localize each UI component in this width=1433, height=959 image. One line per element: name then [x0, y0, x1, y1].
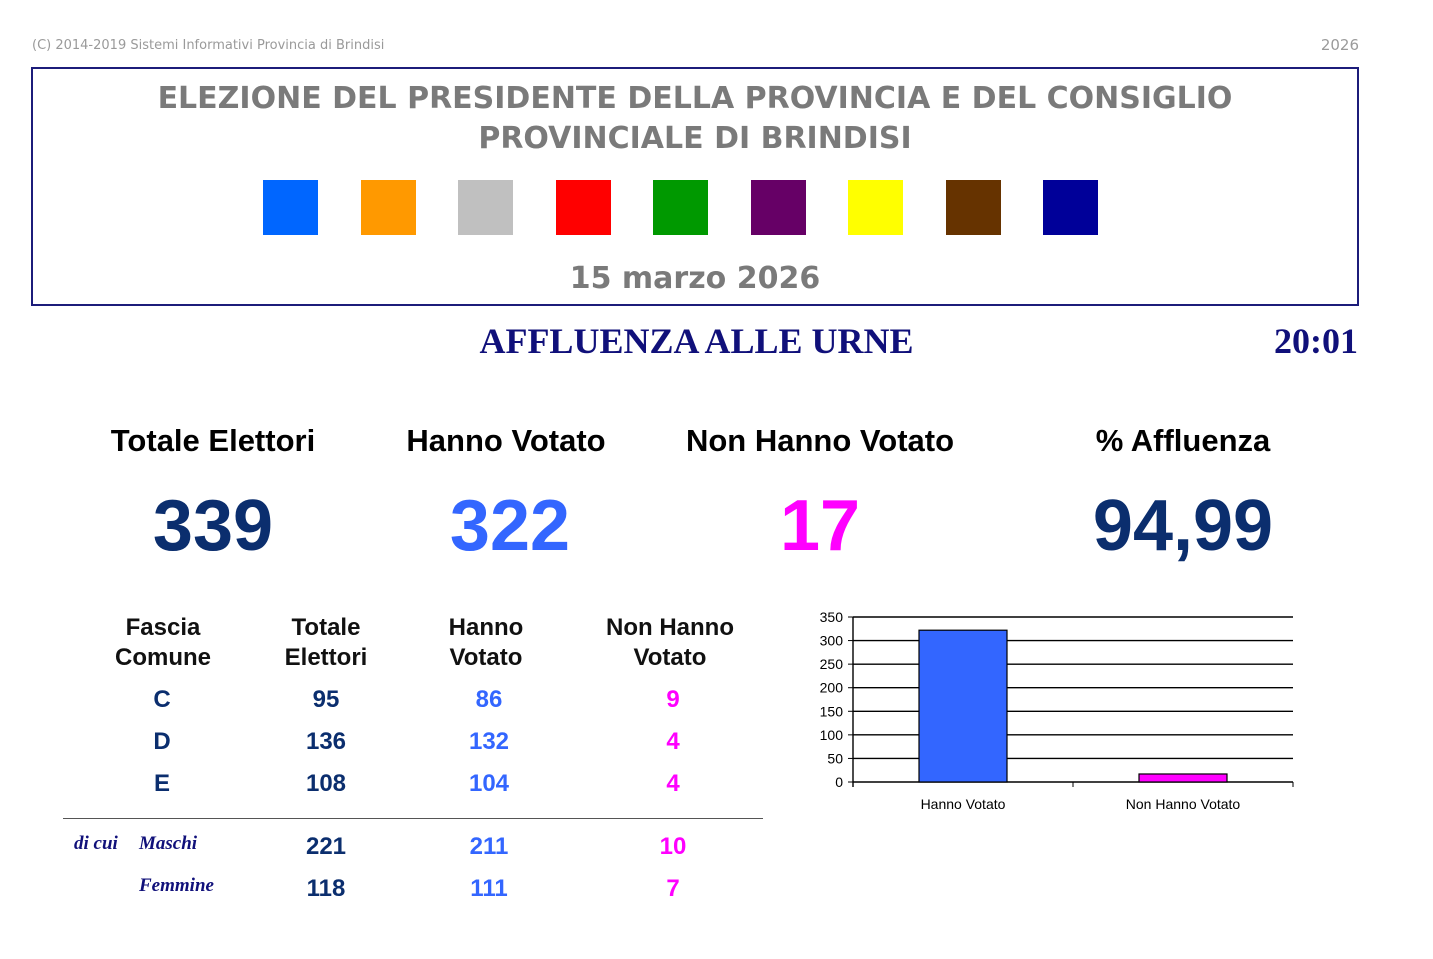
header-fascia-line1: Fascia: [125, 614, 201, 641]
header-votato-line2: Votato: [449, 644, 523, 671]
row-non-votato: 4: [666, 728, 680, 755]
maschi-label: Maschi: [139, 833, 198, 854]
header-totale-line1: Totale: [291, 614, 361, 641]
row-non-votato: 9: [666, 686, 680, 713]
row-non-votato: 4: [666, 770, 680, 797]
row-fascia: E: [153, 770, 170, 797]
y-tick-label: 0: [835, 774, 843, 790]
x-tick-label: Hanno Votato: [920, 796, 1006, 812]
election-title-line1: ELEZIONE DEL PRESIDENTE DELLA PROVINCIA E DEL CONSIGLIO: [157, 81, 1233, 116]
header-fascia-line2: Comune: [115, 644, 211, 671]
row-totale: 136: [305, 728, 347, 755]
femmine-non-votato: 7: [666, 875, 680, 902]
row-votato: 132: [468, 728, 510, 755]
di-cui-label: di cui: [74, 833, 118, 854]
copyright-text: (C) 2014-2019 Sistemi Informativi Provincia di Brindisi: [32, 38, 385, 53]
femmine-label: Femmine: [139, 875, 214, 896]
election-date: 15 marzo 2026: [569, 261, 821, 296]
row-fascia: C: [153, 686, 171, 713]
maschi-totale: 221: [305, 833, 347, 860]
y-tick-label: 100: [819, 726, 843, 743]
header-non-votato-line2: Votato: [633, 644, 707, 671]
update-time: 20:01: [1274, 321, 1358, 361]
row-votato: 86: [475, 686, 503, 713]
bar: [919, 630, 1007, 782]
maschi-votato: 211: [469, 833, 509, 860]
header-votato-line1: Hanno: [448, 614, 524, 641]
header-totale-line2: Elettori: [284, 644, 368, 671]
femmine-totale: 118: [306, 875, 346, 902]
x-tick-label: Non Hanno Votato: [1125, 796, 1241, 812]
hanno-votato-label: Hanno Votato: [406, 423, 606, 458]
totale-elettori-value: 339: [152, 486, 274, 566]
row-totale: 108: [305, 770, 347, 797]
non-hanno-votato-value: 17: [779, 486, 861, 566]
y-tick-label: 250: [819, 656, 843, 673]
y-tick-label: 200: [819, 679, 843, 696]
femmine-votato: 111: [470, 875, 508, 902]
row-votato: 104: [468, 770, 510, 797]
non-hanno-votato-label: Non Hanno Votato: [685, 423, 955, 458]
row-totale: 95: [312, 686, 340, 713]
affluenza-heading: AFFLUENZA ALLE URNE: [479, 321, 914, 361]
election-title-line2: PROVINCIALE DI BRINDISI: [478, 121, 912, 156]
row-fascia: D: [153, 728, 171, 755]
bar: [1139, 774, 1227, 782]
year-label: 2026: [1320, 36, 1359, 54]
y-tick-label: 350: [819, 609, 843, 625]
y-tick-label: 150: [819, 703, 843, 720]
y-tick-label: 50: [827, 750, 843, 767]
header-non-votato-line1: Non Hanno: [606, 614, 734, 641]
totale-elettori-label: Totale Elettori: [110, 423, 316, 458]
hanno-votato-value: 322: [449, 486, 571, 566]
y-tick-label: 300: [819, 632, 843, 649]
affluenza-percent-value: 94,99: [1092, 486, 1274, 566]
affluenza-percent-label: % Affluenza: [1095, 423, 1271, 458]
maschi-non-votato: 10: [659, 833, 687, 860]
